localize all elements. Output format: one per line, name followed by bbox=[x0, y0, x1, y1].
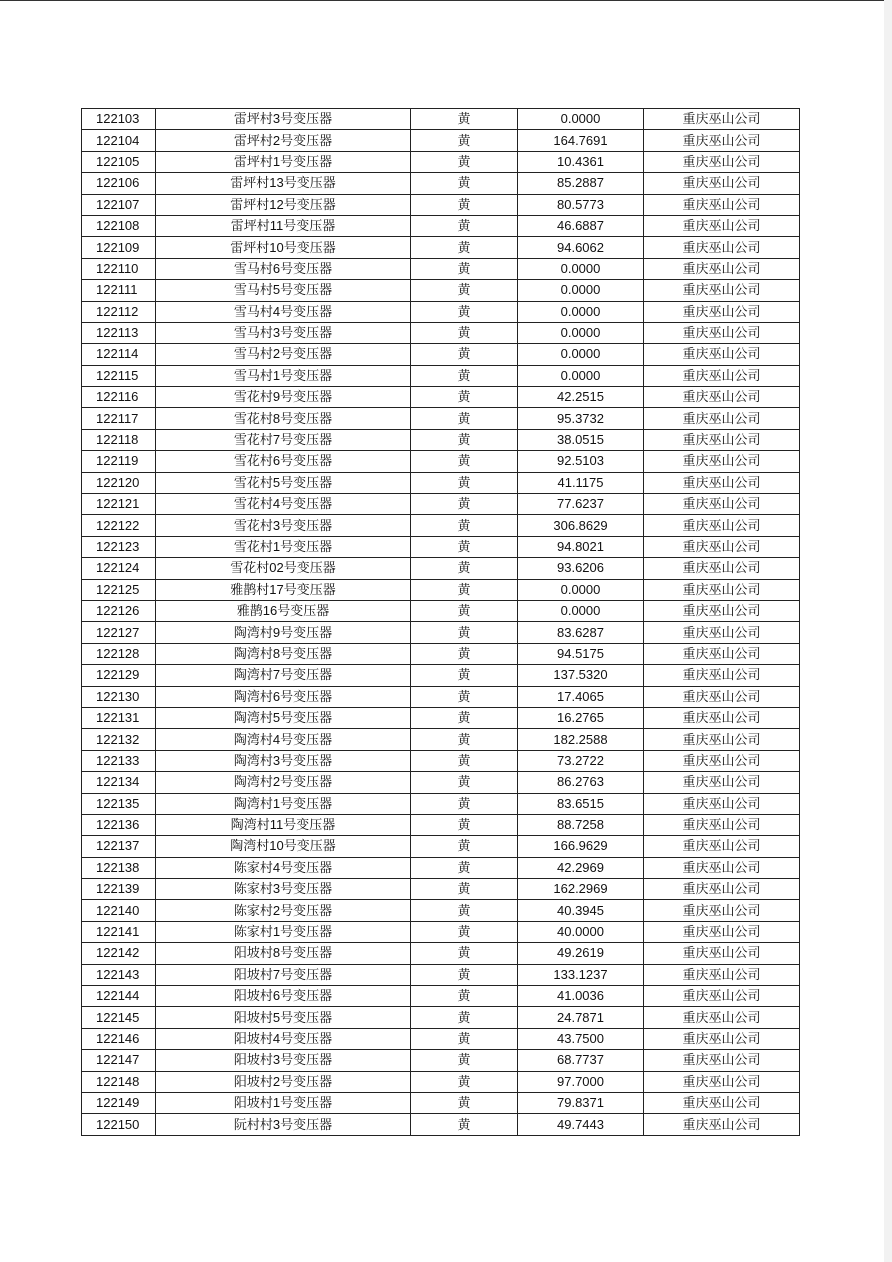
row-id-cell: 122149 bbox=[82, 1092, 156, 1113]
level-cell: 黄 bbox=[411, 964, 518, 985]
table-row bbox=[82, 986, 800, 1007]
row-id-cell: 122135 bbox=[82, 793, 156, 814]
level-cell: 黄 bbox=[411, 130, 518, 151]
level-cell: 黄 bbox=[411, 515, 518, 536]
table-row bbox=[82, 943, 800, 964]
level-cell: 黄 bbox=[411, 472, 518, 493]
value-cell: 80.5773 bbox=[518, 194, 644, 215]
table-row bbox=[82, 579, 800, 600]
transformer-name-cell: 阳坡村4号变压器 bbox=[156, 1028, 411, 1049]
row-id-cell: 122138 bbox=[82, 857, 156, 878]
transformer-name-cell: 雪花村02号变压器 bbox=[156, 558, 411, 579]
company-cell: 重庆巫山公司 bbox=[644, 1007, 800, 1028]
level-cell: 黄 bbox=[411, 707, 518, 728]
table-row bbox=[82, 558, 800, 579]
company-cell: 重庆巫山公司 bbox=[644, 622, 800, 643]
company-cell: 重庆巫山公司 bbox=[644, 301, 800, 322]
level-cell: 黄 bbox=[411, 365, 518, 386]
table-row bbox=[82, 365, 800, 386]
level-cell: 黄 bbox=[411, 1050, 518, 1071]
value-cell: 137.5320 bbox=[518, 665, 644, 686]
value-cell: 182.2588 bbox=[518, 729, 644, 750]
value-cell: 83.6287 bbox=[518, 622, 644, 643]
table-row bbox=[82, 643, 800, 664]
row-id-cell: 122137 bbox=[82, 836, 156, 857]
row-id-cell: 122124 bbox=[82, 558, 156, 579]
level-cell: 黄 bbox=[411, 1007, 518, 1028]
level-cell: 黄 bbox=[411, 579, 518, 600]
transformer-name-cell: 雷坪村2号变压器 bbox=[156, 130, 411, 151]
table-row bbox=[82, 665, 800, 686]
row-id-cell: 122118 bbox=[82, 429, 156, 450]
level-cell: 黄 bbox=[411, 665, 518, 686]
row-id-cell: 122150 bbox=[82, 1114, 156, 1135]
transformer-name-cell: 陈家村2号变压器 bbox=[156, 900, 411, 921]
company-cell: 重庆巫山公司 bbox=[644, 665, 800, 686]
value-cell: 49.7443 bbox=[518, 1114, 644, 1135]
transformer-name-cell: 陶湾村4号变压器 bbox=[156, 729, 411, 750]
value-cell: 0.0000 bbox=[518, 109, 644, 130]
transformer-name-cell: 阳坡村3号变压器 bbox=[156, 1050, 411, 1071]
value-cell: 94.8021 bbox=[518, 536, 644, 557]
table-row bbox=[82, 472, 800, 493]
row-id-cell: 122112 bbox=[82, 301, 156, 322]
company-cell: 重庆巫山公司 bbox=[644, 1028, 800, 1049]
table-row bbox=[82, 1114, 800, 1135]
transformer-name-cell: 雪马村1号变压器 bbox=[156, 365, 411, 386]
company-cell: 重庆巫山公司 bbox=[644, 151, 800, 172]
level-cell: 黄 bbox=[411, 772, 518, 793]
value-cell: 94.6062 bbox=[518, 237, 644, 258]
company-cell: 重庆巫山公司 bbox=[644, 836, 800, 857]
company-cell: 重庆巫山公司 bbox=[644, 429, 800, 450]
table-row bbox=[82, 1071, 800, 1092]
transformer-name-cell: 阳坡村8号变压器 bbox=[156, 943, 411, 964]
company-cell: 重庆巫山公司 bbox=[644, 1050, 800, 1071]
level-cell: 黄 bbox=[411, 943, 518, 964]
value-cell: 24.7871 bbox=[518, 1007, 644, 1028]
value-cell: 0.0000 bbox=[518, 600, 644, 621]
value-cell: 92.5103 bbox=[518, 451, 644, 472]
table-row bbox=[82, 857, 800, 878]
transformer-name-cell: 雪花村9号变压器 bbox=[156, 387, 411, 408]
level-cell: 黄 bbox=[411, 1071, 518, 1092]
level-cell: 黄 bbox=[411, 258, 518, 279]
row-id-cell: 122114 bbox=[82, 344, 156, 365]
row-id-cell: 122106 bbox=[82, 173, 156, 194]
row-id-cell: 122120 bbox=[82, 472, 156, 493]
value-cell: 68.7737 bbox=[518, 1050, 644, 1071]
level-cell: 黄 bbox=[411, 1092, 518, 1113]
level-cell: 黄 bbox=[411, 900, 518, 921]
table-row bbox=[82, 429, 800, 450]
company-cell: 重庆巫山公司 bbox=[644, 964, 800, 985]
transformer-name-cell: 雪马村5号变压器 bbox=[156, 280, 411, 301]
row-id-cell: 122122 bbox=[82, 515, 156, 536]
value-cell: 41.0036 bbox=[518, 986, 644, 1007]
company-cell: 重庆巫山公司 bbox=[644, 451, 800, 472]
table-row bbox=[82, 879, 800, 900]
company-cell: 重庆巫山公司 bbox=[644, 322, 800, 343]
level-cell: 黄 bbox=[411, 322, 518, 343]
row-id-cell: 122136 bbox=[82, 814, 156, 835]
value-cell: 94.5175 bbox=[518, 643, 644, 664]
transformer-name-cell: 雷坪村3号变压器 bbox=[156, 109, 411, 130]
row-id-cell: 122131 bbox=[82, 707, 156, 728]
company-cell: 重庆巫山公司 bbox=[644, 707, 800, 728]
value-cell: 97.7000 bbox=[518, 1071, 644, 1092]
company-cell: 重庆巫山公司 bbox=[644, 387, 800, 408]
company-cell: 重庆巫山公司 bbox=[644, 1114, 800, 1135]
table-row bbox=[82, 451, 800, 472]
company-cell: 重庆巫山公司 bbox=[644, 772, 800, 793]
level-cell: 黄 bbox=[411, 194, 518, 215]
company-cell: 重庆巫山公司 bbox=[644, 600, 800, 621]
company-cell: 重庆巫山公司 bbox=[644, 237, 800, 258]
value-cell: 0.0000 bbox=[518, 579, 644, 600]
transformer-table bbox=[81, 108, 800, 1136]
row-id-cell: 122140 bbox=[82, 900, 156, 921]
transformer-name-cell: 陶湾村6号变压器 bbox=[156, 686, 411, 707]
value-cell: 86.2763 bbox=[518, 772, 644, 793]
transformer-name-cell: 雪马村2号变压器 bbox=[156, 344, 411, 365]
page-top-border bbox=[0, 0, 892, 1]
table-row bbox=[82, 151, 800, 172]
transformer-name-cell: 雪花村1号变压器 bbox=[156, 536, 411, 557]
company-cell: 重庆巫山公司 bbox=[644, 943, 800, 964]
company-cell: 重庆巫山公司 bbox=[644, 109, 800, 130]
value-cell: 164.7691 bbox=[518, 130, 644, 151]
value-cell: 40.0000 bbox=[518, 921, 644, 942]
row-id-cell: 122104 bbox=[82, 130, 156, 151]
transformer-name-cell: 阳坡村7号变压器 bbox=[156, 964, 411, 985]
transformer-name-cell: 陶湾村3号变压器 bbox=[156, 750, 411, 771]
table-row bbox=[82, 729, 800, 750]
level-cell: 黄 bbox=[411, 879, 518, 900]
row-id-cell: 122141 bbox=[82, 921, 156, 942]
table-row bbox=[82, 387, 800, 408]
level-cell: 黄 bbox=[411, 536, 518, 557]
value-cell: 0.0000 bbox=[518, 344, 644, 365]
table-row bbox=[82, 130, 800, 151]
table-row bbox=[82, 494, 800, 515]
row-id-cell: 122108 bbox=[82, 215, 156, 236]
transformer-name-cell: 阳坡村1号变压器 bbox=[156, 1092, 411, 1113]
table-row bbox=[82, 258, 800, 279]
table-row bbox=[82, 772, 800, 793]
company-cell: 重庆巫山公司 bbox=[644, 900, 800, 921]
table-row bbox=[82, 622, 800, 643]
row-id-cell: 122109 bbox=[82, 237, 156, 258]
company-cell: 重庆巫山公司 bbox=[644, 558, 800, 579]
company-cell: 重庆巫山公司 bbox=[644, 729, 800, 750]
row-id-cell: 122107 bbox=[82, 194, 156, 215]
row-id-cell: 122123 bbox=[82, 536, 156, 557]
transformer-name-cell: 雪花村7号变压器 bbox=[156, 429, 411, 450]
level-cell: 黄 bbox=[411, 686, 518, 707]
transformer-name-cell: 阳坡村5号变压器 bbox=[156, 1007, 411, 1028]
level-cell: 黄 bbox=[411, 622, 518, 643]
value-cell: 16.2765 bbox=[518, 707, 644, 728]
transformer-name-cell: 陈家村4号变压器 bbox=[156, 857, 411, 878]
company-cell: 重庆巫山公司 bbox=[644, 194, 800, 215]
row-id-cell: 122105 bbox=[82, 151, 156, 172]
transformer-name-cell: 雪花村8号变压器 bbox=[156, 408, 411, 429]
value-cell: 83.6515 bbox=[518, 793, 644, 814]
table-row bbox=[82, 301, 800, 322]
company-cell: 重庆巫山公司 bbox=[644, 921, 800, 942]
table-row bbox=[82, 750, 800, 771]
table-row bbox=[82, 173, 800, 194]
table-row bbox=[82, 1050, 800, 1071]
transformer-name-cell: 雪花村5号变压器 bbox=[156, 472, 411, 493]
company-cell: 重庆巫山公司 bbox=[644, 879, 800, 900]
level-cell: 黄 bbox=[411, 857, 518, 878]
table-row bbox=[82, 1092, 800, 1113]
value-cell: 306.8629 bbox=[518, 515, 644, 536]
value-cell: 42.2969 bbox=[518, 857, 644, 878]
level-cell: 黄 bbox=[411, 344, 518, 365]
company-cell: 重庆巫山公司 bbox=[644, 472, 800, 493]
company-cell: 重庆巫山公司 bbox=[644, 494, 800, 515]
level-cell: 黄 bbox=[411, 600, 518, 621]
value-cell: 10.4361 bbox=[518, 151, 644, 172]
value-cell: 0.0000 bbox=[518, 258, 644, 279]
transformer-name-cell: 阳坡村6号变压器 bbox=[156, 986, 411, 1007]
value-cell: 0.0000 bbox=[518, 280, 644, 301]
company-cell: 重庆巫山公司 bbox=[644, 643, 800, 664]
level-cell: 黄 bbox=[411, 494, 518, 515]
row-id-cell: 122119 bbox=[82, 451, 156, 472]
row-id-cell: 122132 bbox=[82, 729, 156, 750]
value-cell: 43.7500 bbox=[518, 1028, 644, 1049]
value-cell: 42.2515 bbox=[518, 387, 644, 408]
level-cell: 黄 bbox=[411, 151, 518, 172]
table-row bbox=[82, 408, 800, 429]
level-cell: 黄 bbox=[411, 836, 518, 857]
value-cell: 73.2722 bbox=[518, 750, 644, 771]
company-cell: 重庆巫山公司 bbox=[644, 750, 800, 771]
transformer-name-cell: 陶湾村7号变压器 bbox=[156, 665, 411, 686]
row-id-cell: 122148 bbox=[82, 1071, 156, 1092]
transformer-name-cell: 雪花村6号变压器 bbox=[156, 451, 411, 472]
table-body bbox=[82, 109, 800, 1136]
table-row bbox=[82, 686, 800, 707]
value-cell: 0.0000 bbox=[518, 301, 644, 322]
value-cell: 0.0000 bbox=[518, 322, 644, 343]
table-row bbox=[82, 280, 800, 301]
transformer-name-cell: 雷坪村11号变压器 bbox=[156, 215, 411, 236]
table-row bbox=[82, 237, 800, 258]
table-row bbox=[82, 344, 800, 365]
level-cell: 黄 bbox=[411, 986, 518, 1007]
row-id-cell: 122111 bbox=[82, 280, 156, 301]
level-cell: 黄 bbox=[411, 173, 518, 194]
level-cell: 黄 bbox=[411, 215, 518, 236]
table-row bbox=[82, 707, 800, 728]
value-cell: 49.2619 bbox=[518, 943, 644, 964]
transformer-name-cell: 雪花村3号变压器 bbox=[156, 515, 411, 536]
company-cell: 重庆巫山公司 bbox=[644, 793, 800, 814]
value-cell: 162.2969 bbox=[518, 879, 644, 900]
transformer-name-cell: 雪马村6号变压器 bbox=[156, 258, 411, 279]
row-id-cell: 122146 bbox=[82, 1028, 156, 1049]
company-cell: 重庆巫山公司 bbox=[644, 515, 800, 536]
company-cell: 重庆巫山公司 bbox=[644, 130, 800, 151]
company-cell: 重庆巫山公司 bbox=[644, 258, 800, 279]
table-row bbox=[82, 600, 800, 621]
table-row bbox=[82, 536, 800, 557]
value-cell: 166.9629 bbox=[518, 836, 644, 857]
level-cell: 黄 bbox=[411, 1028, 518, 1049]
transformer-name-cell: 陶湾村2号变压器 bbox=[156, 772, 411, 793]
row-id-cell: 122144 bbox=[82, 986, 156, 1007]
transformer-name-cell: 陶湾村9号变压器 bbox=[156, 622, 411, 643]
row-id-cell: 122113 bbox=[82, 322, 156, 343]
company-cell: 重庆巫山公司 bbox=[644, 408, 800, 429]
level-cell: 黄 bbox=[411, 793, 518, 814]
row-id-cell: 122125 bbox=[82, 579, 156, 600]
level-cell: 黄 bbox=[411, 280, 518, 301]
level-cell: 黄 bbox=[411, 558, 518, 579]
table-row bbox=[82, 900, 800, 921]
value-cell: 77.6237 bbox=[518, 494, 644, 515]
company-cell: 重庆巫山公司 bbox=[644, 579, 800, 600]
row-id-cell: 122139 bbox=[82, 879, 156, 900]
company-cell: 重庆巫山公司 bbox=[644, 1092, 800, 1113]
transformer-name-cell: 雷坪村1号变压器 bbox=[156, 151, 411, 172]
transformer-name-cell: 陶湾村11号变压器 bbox=[156, 814, 411, 835]
table-row bbox=[82, 836, 800, 857]
table-row bbox=[82, 515, 800, 536]
company-cell: 重庆巫山公司 bbox=[644, 1071, 800, 1092]
value-cell: 79.8371 bbox=[518, 1092, 644, 1113]
level-cell: 黄 bbox=[411, 814, 518, 835]
transformer-name-cell: 陈家村3号变压器 bbox=[156, 879, 411, 900]
row-id-cell: 122129 bbox=[82, 665, 156, 686]
value-cell: 0.0000 bbox=[518, 365, 644, 386]
level-cell: 黄 bbox=[411, 237, 518, 258]
value-cell: 40.3945 bbox=[518, 900, 644, 921]
row-id-cell: 122103 bbox=[82, 109, 156, 130]
transformer-name-cell: 雅鹊16号变压器 bbox=[156, 600, 411, 621]
table-row bbox=[82, 322, 800, 343]
level-cell: 黄 bbox=[411, 387, 518, 408]
row-id-cell: 122145 bbox=[82, 1007, 156, 1028]
value-cell: 46.6887 bbox=[518, 215, 644, 236]
row-id-cell: 122133 bbox=[82, 750, 156, 771]
level-cell: 黄 bbox=[411, 408, 518, 429]
transformer-name-cell: 雷坪村10号变压器 bbox=[156, 237, 411, 258]
transformer-name-cell: 雪马村3号变压器 bbox=[156, 322, 411, 343]
row-id-cell: 122116 bbox=[82, 387, 156, 408]
row-id-cell: 122128 bbox=[82, 643, 156, 664]
company-cell: 重庆巫山公司 bbox=[644, 536, 800, 557]
row-id-cell: 122147 bbox=[82, 1050, 156, 1071]
transformer-name-cell: 陶湾村5号变压器 bbox=[156, 707, 411, 728]
level-cell: 黄 bbox=[411, 109, 518, 130]
transformer-name-cell: 雪花村4号变压器 bbox=[156, 494, 411, 515]
transformer-name-cell: 阳坡村2号变压器 bbox=[156, 1071, 411, 1092]
transformer-name-cell: 陈家村1号变压器 bbox=[156, 921, 411, 942]
level-cell: 黄 bbox=[411, 729, 518, 750]
page-right-edge bbox=[884, 0, 892, 1262]
transformer-name-cell: 雷坪村13号变压器 bbox=[156, 173, 411, 194]
transformer-name-cell: 陶湾村10号变压器 bbox=[156, 836, 411, 857]
table-row bbox=[82, 194, 800, 215]
transformer-name-cell: 雅鹊村17号变压器 bbox=[156, 579, 411, 600]
company-cell: 重庆巫山公司 bbox=[644, 215, 800, 236]
row-id-cell: 122126 bbox=[82, 600, 156, 621]
table-row bbox=[82, 109, 800, 130]
value-cell: 88.7258 bbox=[518, 814, 644, 835]
row-id-cell: 122127 bbox=[82, 622, 156, 643]
value-cell: 41.1175 bbox=[518, 472, 644, 493]
table-row bbox=[82, 814, 800, 835]
company-cell: 重庆巫山公司 bbox=[644, 173, 800, 194]
row-id-cell: 122130 bbox=[82, 686, 156, 707]
company-cell: 重庆巫山公司 bbox=[644, 686, 800, 707]
transformer-name-cell: 陶湾村1号变压器 bbox=[156, 793, 411, 814]
value-cell: 133.1237 bbox=[518, 964, 644, 985]
row-id-cell: 122134 bbox=[82, 772, 156, 793]
table-row bbox=[82, 215, 800, 236]
value-cell: 93.6206 bbox=[518, 558, 644, 579]
row-id-cell: 122115 bbox=[82, 365, 156, 386]
value-cell: 95.3732 bbox=[518, 408, 644, 429]
transformer-name-cell: 阮村村3号变压器 bbox=[156, 1114, 411, 1135]
level-cell: 黄 bbox=[411, 643, 518, 664]
table-row bbox=[82, 921, 800, 942]
level-cell: 黄 bbox=[411, 301, 518, 322]
table-row bbox=[82, 964, 800, 985]
level-cell: 黄 bbox=[411, 451, 518, 472]
transformer-name-cell: 陶湾村8号变压器 bbox=[156, 643, 411, 664]
company-cell: 重庆巫山公司 bbox=[644, 280, 800, 301]
value-cell: 38.0515 bbox=[518, 429, 644, 450]
company-cell: 重庆巫山公司 bbox=[644, 986, 800, 1007]
value-cell: 17.4065 bbox=[518, 686, 644, 707]
company-cell: 重庆巫山公司 bbox=[644, 857, 800, 878]
table-row bbox=[82, 793, 800, 814]
table-row bbox=[82, 1007, 800, 1028]
table-row bbox=[82, 1028, 800, 1049]
level-cell: 黄 bbox=[411, 750, 518, 771]
row-id-cell: 122142 bbox=[82, 943, 156, 964]
company-cell: 重庆巫山公司 bbox=[644, 344, 800, 365]
transformer-name-cell: 雪马村4号变压器 bbox=[156, 301, 411, 322]
value-cell: 85.2887 bbox=[518, 173, 644, 194]
level-cell: 黄 bbox=[411, 429, 518, 450]
company-cell: 重庆巫山公司 bbox=[644, 814, 800, 835]
company-cell: 重庆巫山公司 bbox=[644, 365, 800, 386]
row-id-cell: 122110 bbox=[82, 258, 156, 279]
row-id-cell: 122117 bbox=[82, 408, 156, 429]
row-id-cell: 122121 bbox=[82, 494, 156, 515]
level-cell: 黄 bbox=[411, 1114, 518, 1135]
row-id-cell: 122143 bbox=[82, 964, 156, 985]
transformer-name-cell: 雷坪村12号变压器 bbox=[156, 194, 411, 215]
level-cell: 黄 bbox=[411, 921, 518, 942]
